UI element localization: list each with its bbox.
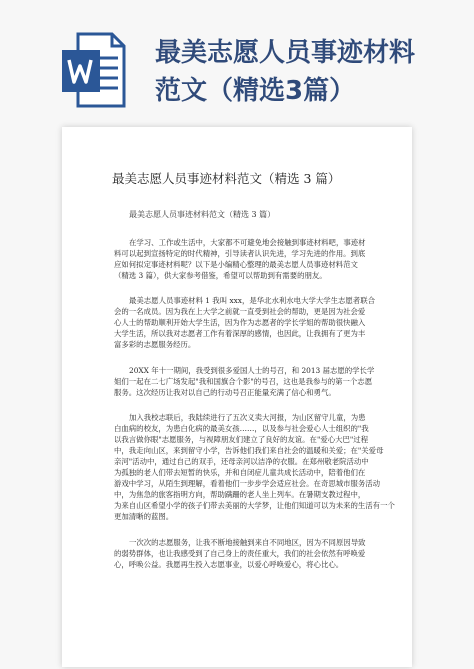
text-line: 心，呼唤公益。我愿再生投入志愿事业，以爱心呼唤爱心，将心比心。 (114, 560, 344, 569)
document-page (62, 127, 412, 667)
paragraph (114, 237, 372, 281)
text-line: 会的一名成员。因为我在上大学之前就一直受到社会的帮助，更是因为社会爱 (114, 307, 366, 316)
text-line: 姐们一起在二七广场发起"我和国旗合个影"的号召，这也是我参与的第一个志愿 (114, 377, 373, 386)
text-line: 的弱势群体，也让我感受到了自己身上的责任重大，我们的社会依然有呼唤爱 (114, 549, 366, 558)
page-title-line: 最美志愿人员事迹材料 (155, 38, 416, 68)
text-line: 亲河"活动中，通过自己的双手，还母亲河以洁净的衣服。在郑州敬老院活动中 (114, 457, 369, 466)
text-line: 中，我走向山区，来到留守小学，告诉他们我们来自社会的温暖和关爱；在"关爱母 (114, 446, 384, 455)
text-line: 在学习、工作或生活中，大家都不可避免地会接触到事迹材料吧，事迹材 (129, 238, 366, 247)
paragraph (114, 295, 375, 350)
paragraph (114, 365, 375, 398)
text-line: 白血病的校友，为患白化病的最美女孩……，以及参与社会爱心人士组织的"我 (114, 424, 369, 433)
document-subtitle: 最美志愿人员事迹材料范文（精选 3 篇） (129, 210, 276, 219)
text-line: （精选 3 篇），供大家参考借鉴，希望可以帮助到有需要的朋友。 (114, 271, 327, 280)
text-line: 大学生活，所以我对志愿者工作有着深厚的感情，也因此，让我拥有了更为丰 (114, 329, 366, 338)
text-line: 应如何拟定事迹材料呢？以下是小编精心整理的最美志愿人员事迹材料范文 (114, 260, 358, 269)
text-line: 服务。这次经历让我对以自己的行动号召正能量充满了信心和勇气。 (114, 388, 336, 397)
text-line: 为孤独的老人们带去短暂的快乐，并和自闭症儿童共成长活动中，陪着他们在 (114, 468, 366, 477)
text-line: 心人士的帮助顺利开始大学生活，因为作为志愿者的学长学姐的帮助很快融入 (114, 318, 366, 327)
header-banner (0, 0, 474, 118)
text-line: 更加清晰的蓝图。 (114, 512, 174, 521)
text-line: 游戏中学习，从陌生到理解，看着他们一步步学会适应社会。在奇思城市服务活动 (114, 479, 381, 488)
text-line: 为来自山区希望小学的孩子们带去美丽的大学梦，让他们知道可以为未来的生活有一个 (114, 501, 395, 510)
text-line: 以我言做你眼"志愿服务，与视障朋友们建立了良好的友谊。在"爱心大巴"过程 (114, 435, 369, 444)
word-doc-icon (60, 30, 126, 110)
paragraph (114, 412, 395, 522)
document-title: 最美志愿人员事迹材料范文（精选 3 篇） (112, 171, 341, 186)
text-line: 最美志愿人员事迹材料 1 我叫 xxx，是华北水利水电大学大学生志愿者联合 (129, 296, 375, 305)
page-title-line: 范文（精选3篇） (155, 76, 356, 106)
page-title (155, 34, 455, 110)
text-line: 一次次的志愿服务，让我不断地接触到来自不同地区，因为不同原因导致 (129, 538, 366, 547)
text-line: 富多彩的志愿服务经历。 (114, 340, 196, 349)
text-line: 20XX 年十一期间，我受到很多爱国人士的号召，和 2013 届志愿的学长学 (129, 366, 375, 375)
text-line: 中，为焦急的旅客指明方向，帮助蹒跚的老人坐上列车。在暑期支教过程中， (114, 490, 366, 499)
text-line: 料可以起到宣扬特定的时代精神，引导读者认识先进，学习先进的作用。到底 (114, 249, 366, 258)
text-line: 加入我校志联后，我陆续进行了五次义卖大河报，为山区留守儿童，为患 (129, 413, 366, 422)
paragraph (114, 537, 372, 570)
